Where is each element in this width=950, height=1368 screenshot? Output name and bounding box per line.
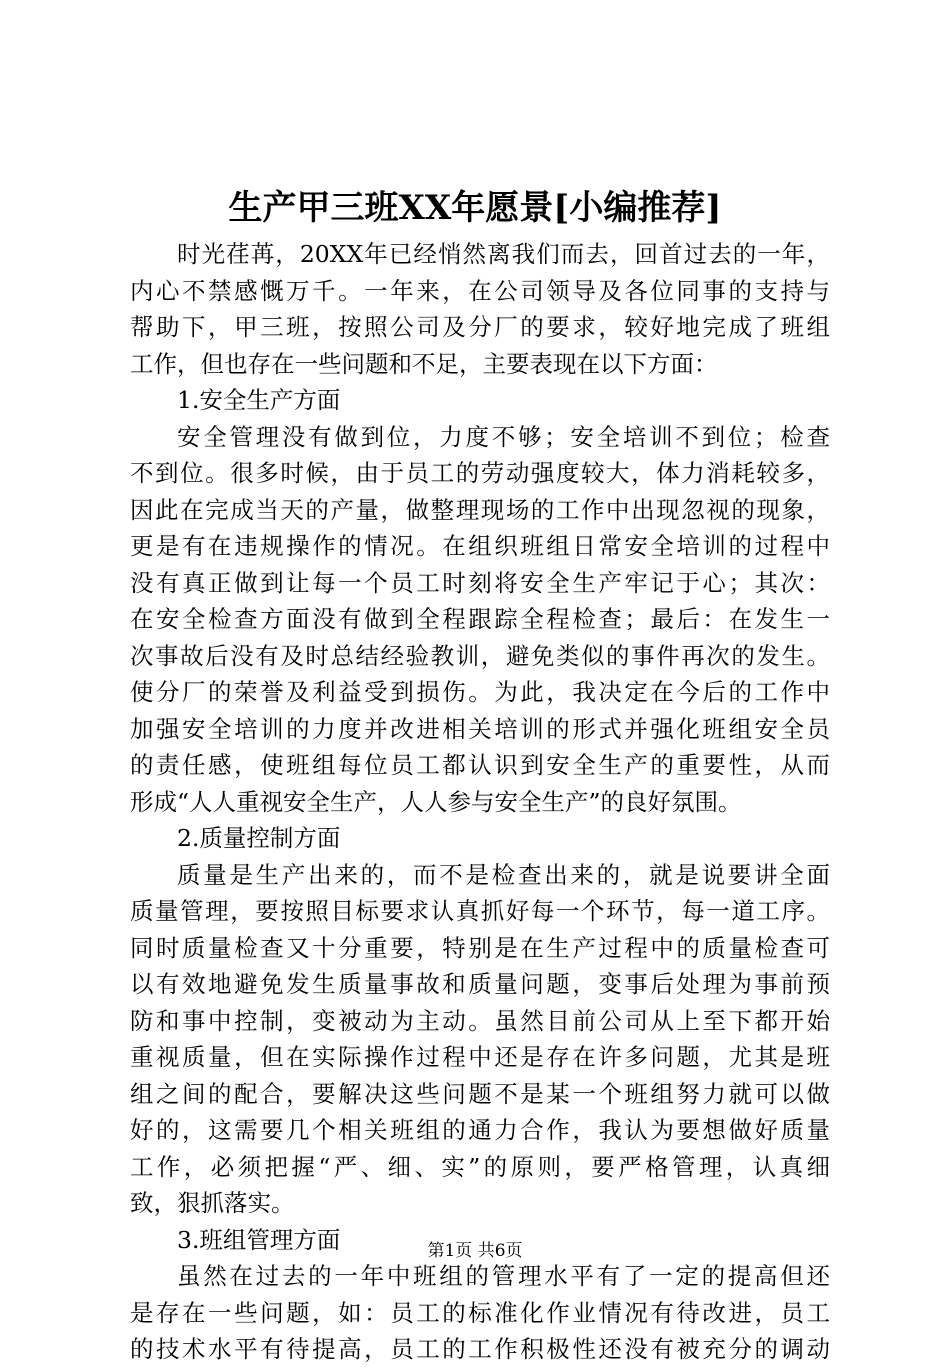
section-heading: 2.质量控制方面 xyxy=(177,824,341,852)
paragraph-line: 加强安全培训的力度并改进相关培训的形式并强化班组安全员 xyxy=(130,714,830,743)
section-heading: 3.班组管理方面 xyxy=(177,1225,341,1254)
document-title: 生产甲三班XX年愿景[小编推荐] xyxy=(228,188,722,228)
paragraph-line: 安全管理没有做到位，力度不够；安全培训不到位；检查 xyxy=(177,422,830,451)
paragraph-line: 质量管理，要按照目标要求认真抓好每一个环节，每一道工序。 xyxy=(130,897,830,925)
paragraph-line: 不到位。很多时候，由于员工的劳动强度较大，体力消耗较多， xyxy=(130,459,830,487)
paragraph-line: 使分厂的荣誉及利益受到损伤。为此，我决定在今后的工作中 xyxy=(130,678,830,706)
paragraph-line: 以有效地避免发生质量事故和质量问题，变事后处理为事前预 xyxy=(130,970,830,998)
paragraph-line: 因此在完成当天的产量，做整理现场的工作中出现忽视的现象， xyxy=(130,495,830,524)
paragraph-line: 的技术水平有待提高，员工的工作积极性还没有被充分的调动 xyxy=(130,1335,830,1363)
paragraph-line: 致，狠抓落实。 xyxy=(130,1189,295,1217)
paragraph-line: 形成“人人重视安全生产，人人参与安全生产”的良好氛围。 xyxy=(130,787,742,816)
paragraph-line: 帮助下，甲三班，按照公司及分厂的要求，较好地完成了班组 xyxy=(130,313,830,341)
paragraph-line: 虽然在过去的一年中班组的管理水平有了一定的提高但还 xyxy=(177,1262,830,1290)
paragraph-line: 工作，但也存在一些问题和不足，主要表现在以下方面： xyxy=(130,349,718,378)
paragraph-line: 时光荏苒，20XX年已经悄然离我们而去，回首过去的一年， xyxy=(177,240,830,268)
paragraph-line: 内心不禁感慨万千。一年来，在公司领导及各位同事的支持与 xyxy=(130,276,830,305)
paragraph-line: 没有真正做到让每一个员工时刻将安全生产牢记于心；其次： xyxy=(130,568,830,597)
paragraph-line: 的责任感，使班组每位员工都认识到安全生产的重要性，从而 xyxy=(130,751,830,779)
section-heading: 1.安全生产方面 xyxy=(177,386,341,414)
paragraph-line: 次事故后没有及时总结经验教训，避免类似的事件再次的发生。 xyxy=(130,641,830,670)
document-body xyxy=(130,236,830,1368)
page-number-footer: 第1页 共6页 xyxy=(427,1241,523,1261)
paragraph-line: 同时质量检查又十分重要，特别是在生产过程中的质量检查可 xyxy=(130,933,830,962)
paragraph-line: 好的，这需要几个相关班组的通力合作，我认为要想做好质量 xyxy=(130,1116,830,1144)
paragraph-line: 是存在一些问题，如：员工的标准化作业情况有待改进，员工 xyxy=(130,1298,830,1327)
paragraph-line: 重视质量，但在实际操作过程中还是存在许多问题，尤其是班 xyxy=(130,1043,830,1071)
paragraph-line: 质量是生产出来的，而不是检查出来的，就是说要讲全面 xyxy=(177,860,830,889)
paragraph-line: 工作，必须把握“严、细、实”的原则，要严格管理，认真细 xyxy=(130,1152,830,1181)
paragraph-line: 组之间的配合，要解决这些问题不是某一个班组努力就可以做 xyxy=(130,1079,830,1108)
paragraph-line: 防和事中控制，变被动为主动。虽然目前公司从上至下都开始 xyxy=(130,1006,830,1035)
paragraph-line: 在安全检查方面没有做到全程跟踪全程检查；最后：在发生一 xyxy=(130,605,830,633)
paragraph-line: 更是有在违规操作的情况。在组织班组日常安全培训的过程中 xyxy=(130,532,830,560)
